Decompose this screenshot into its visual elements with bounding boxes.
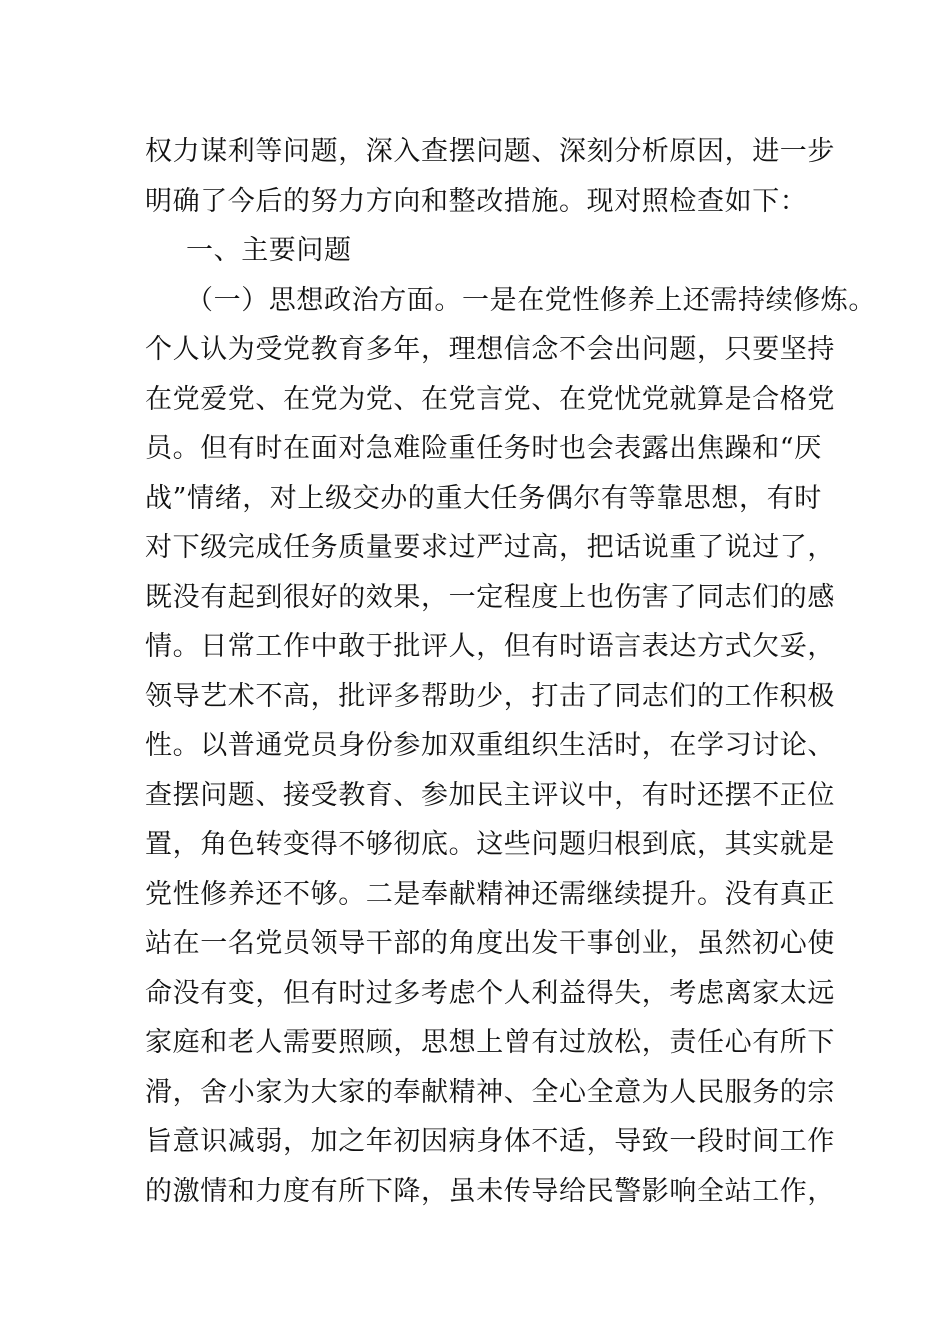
text-line: 情。日常工作中敢于批评人，但有时语言表达方式欠妥， bbox=[145, 631, 835, 662]
text-line: 明确了今后的努力方向和整改措施。现对照检查如下： bbox=[145, 186, 808, 217]
text-line: 党性修养还不够。二是奉献精神还需继续提升。没有真正 bbox=[145, 879, 835, 910]
text-line: 命没有变，但有时过多考虑个人利益得失，考虑离家太远 bbox=[145, 978, 835, 1009]
text-line: 旨意识减弱，加之年初因病身体不适，导致一段时间工作 bbox=[145, 1126, 835, 1157]
text-line: 既没有起到很好的效果，一定程度上也伤害了同志们的感 bbox=[145, 582, 835, 613]
text-line: 权力谋利等问题，深入查摆问题、深刻分析原因，进一步 bbox=[145, 136, 835, 167]
text-line: 站在一名党员领导干部的角度出发干事创业，虽然初心使 bbox=[145, 928, 835, 959]
text-line: 家庭和老人需要照顾，思想上曾有过放松，责任心有所下 bbox=[145, 1027, 835, 1058]
text-line: 员。但有时在面对急难险重任务时也会表露出焦躁和“厌 bbox=[145, 433, 822, 464]
text-line: 在党爱党、在党为党、在党言党、在党忧党就算是合格党 bbox=[145, 384, 835, 415]
text-line: 个人认为受党教育多年，理想信念不会出问题，只要坚持 bbox=[145, 334, 835, 365]
text-line: 对下级完成任务质量要求过严过高，把话说重了说过了， bbox=[145, 532, 835, 563]
text-line: 性。以普通党员身份参加双重组织生活时，在学习讨论、 bbox=[145, 730, 835, 761]
text-line: 置，角色转变得不够彻底。这些问题归根到底，其实就是 bbox=[145, 829, 835, 860]
text-line: 的激情和力度有所下降，虽未传导给民警影响全站工作， bbox=[145, 1176, 835, 1207]
section-heading: 一、主要问题 bbox=[186, 235, 352, 266]
text-line: 滑，舍小家为大家的奉献精神、全心全意为人民服务的宗 bbox=[145, 1077, 835, 1108]
text-line: 战”情绪，对上级交办的重大任务偶尔有等靠思想，有时 bbox=[145, 483, 822, 514]
text-line: 领导艺术不高，批评多帮助少，打击了同志们的工作积极 bbox=[145, 681, 835, 712]
subsection-heading-line: （一）思想政治方面。一是在党性修养上还需持续修炼。 bbox=[186, 285, 876, 316]
text-line: 查摆问题、接受教育、参加民主评议中，有时还摆不正位 bbox=[145, 780, 835, 811]
